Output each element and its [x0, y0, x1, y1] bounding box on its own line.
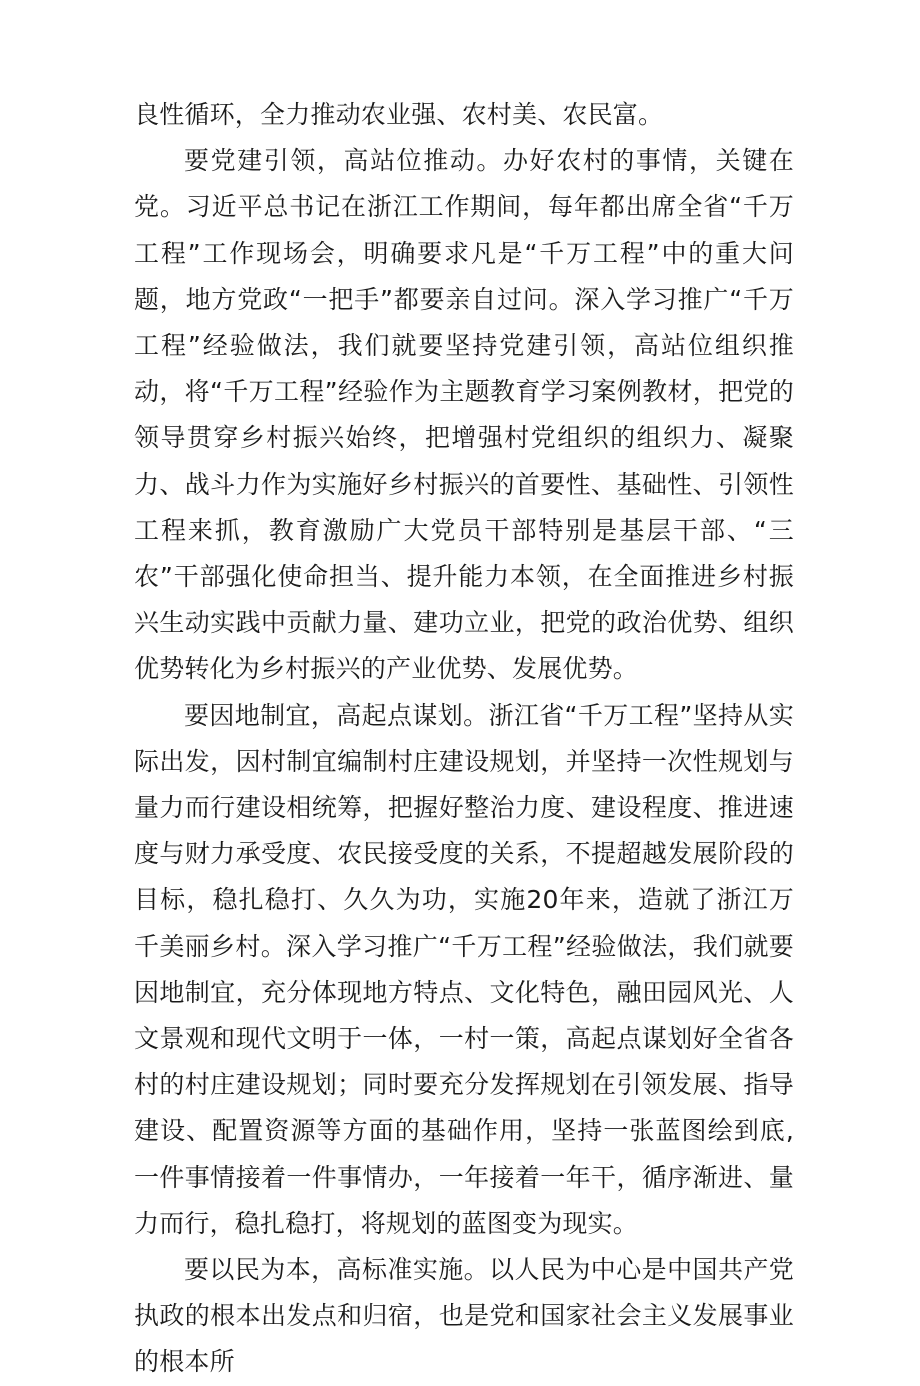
- paragraph-people-centered: 要以民为本，高标准实施。以人民为中心是中国共产党执政的根本出发点和归宿，也是党和国家社会主义发展事业的根本所: [134, 1255, 794, 1377]
- document-page: [134, 92, 794, 1386]
- paragraph-continuation: 良性循环，全力推动农业强、农村美、农民富。: [134, 100, 664, 129]
- paragraph-party-leadership: 要党建引领，高站位推动。办好农村的事情，关键在党。习近平总书记在浙江工作期间，每年都出席全省“千万工程”工作现场会，明确要求凡是“千万工程”中的重大问题，地方党政“一把手”都要亲自过问。深入学习推广“千万工程”经验做法，我们就要坚持党建引领，高站位组织推动，将“千万工程”经验作为主题教育学习案例教材，把党的领导贯穿乡村振兴始终，把增强村党组织的组织力、凝聚力、战斗力作为实施好乡村振兴的首要性、基础性、引领性工程来抓，教育激励广大党员干部特别是基层干部、“三农”干部强化使命担当、提升能力本领，在全面推进乡村振兴生动实践中贡献力量、建功立业，把党的政治优势、组织优势转化为乡村振兴的产业优势、发展优势。: [134, 146, 794, 684]
- paragraph-local-conditions: 要因地制宜，高起点谋划。浙江省“千万工程”坚持从实际出发，因村制宜编制村庄建设规划，并坚持一次性规划与量力而行建设相统筹，把握好整治力度、建设程度、推进速度与财力承受度、农民接受度的关系，不提超越发展阶段的目标，稳扎稳打、久久为功，实施20年来，造就了浙江万千美丽乡村。深入学习推广“千万工程”经验做法，我们就要因地制宜，充分体现地方特点、文化特色，融田园风光、人文景观和现代文明于一体，一村一策，高起点谋划好全省各村的村庄建设规划；同时要充分发挥规划在引领发展、指导建设、配置资源等方面的基础作用，坚持一张蓝图绘到底,一件事情接着一件事情办，一年接着一年干，循序渐进、量力而行，稳扎稳打，将规划的蓝图变为现实。: [134, 700, 794, 1238]
